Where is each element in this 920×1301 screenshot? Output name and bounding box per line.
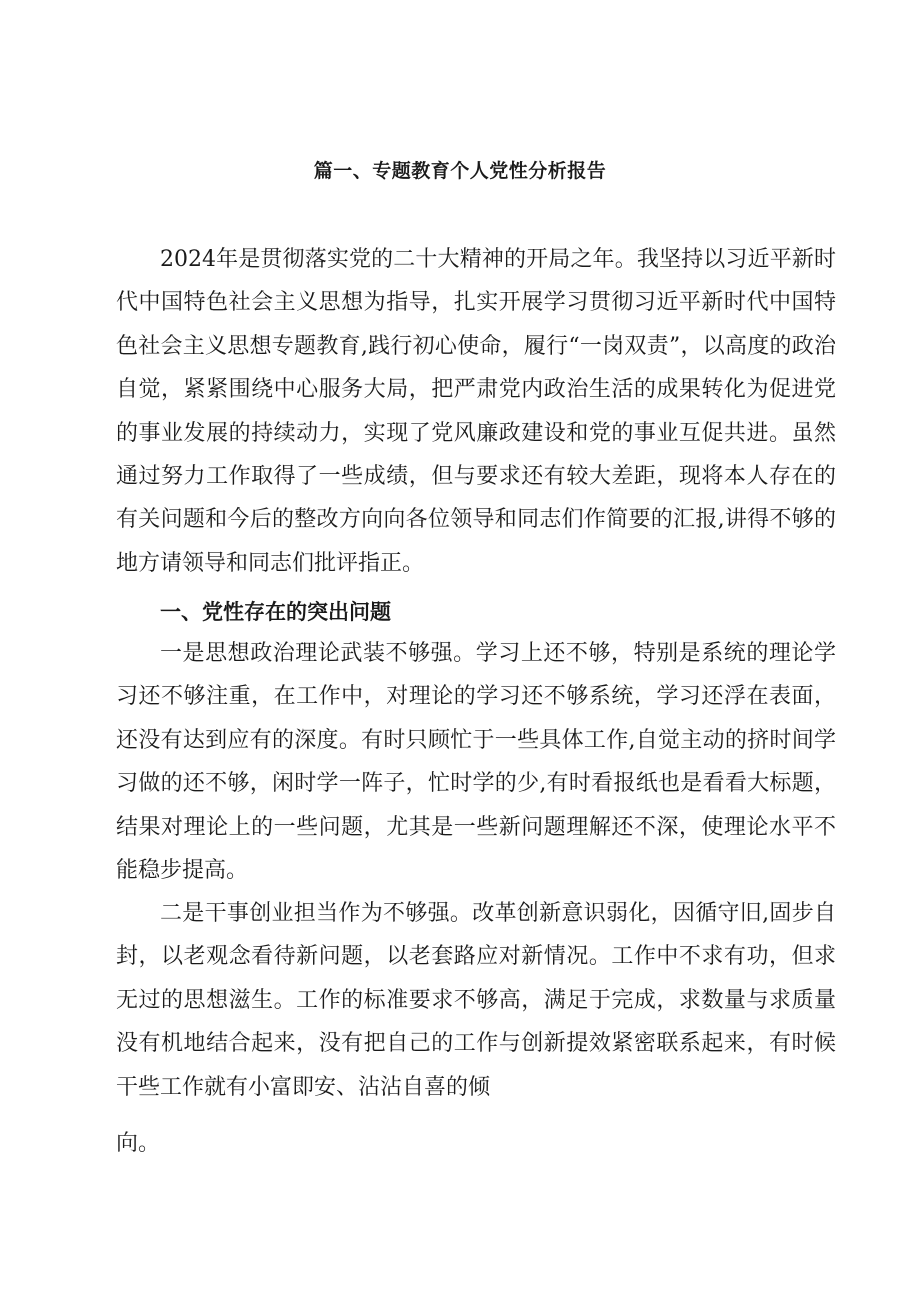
- body-paragraph: 二是干事创业担当作为不够强。改革创新意识弱化，因循守旧,固步自封，以老观念看待新问题，以老套路应对新情况。工作中不求有功，但求无过的思想滋生。工作的标准要求不够高，满足于完成，求数量与求质量没有机地结合起来，没有把自己的工作与创新提效紧密联系起来，有时候干些工作就有小富即安、沾沾自喜的倾: [116, 901, 836, 1100]
- document-title: 篇一、专题教育个人党性分析报告: [313, 160, 607, 182]
- intro-paragraph: 2024年是贯彻落实党的二十大精神的开局之年。我坚持以习近平新时代中国特色社会主义思想为指导，扎实开展学习贯彻习近平新时代中国特色社会主义思想专题教育,践行初心使命，履行“一岗双责”，以高度的政治自觉，紧紧围绕中心服务大局，把严肃党内政治生活的成果转化为促进党的事业发展的持续动力，实现了党风廉政建设和党的事业互促共进。虽然通过努力工作取得了一些成绩，但与要求还有较大差距，现将本人存在的有关问题和今后的整改方向向各位领导和同志们作简要的汇报,讲得不够的地方请领导和同志们批评指正。: [116, 247, 836, 576]
- body-paragraph: 一是思想政治理论武装不够强。学习上还不够，特别是系统的理论学习还不够注重，在工作中，对理论的学习还不够系统，学习还浮在表面，还没有达到应有的深度。有时只顾忙于一些具体工作,自觉主动的挤时间学习做的还不够，闲时学一阵子，忙时学的少,有时看报纸也是看看大标题，结果对理论上的一些问题，尤其是一些新问题理解还不深，使理论水平不能稳步提高。: [116, 641, 836, 884]
- section-heading: 一、党性存在的突出问题: [160, 600, 391, 624]
- body-paragraph-continuation: 向。: [116, 1131, 161, 1156]
